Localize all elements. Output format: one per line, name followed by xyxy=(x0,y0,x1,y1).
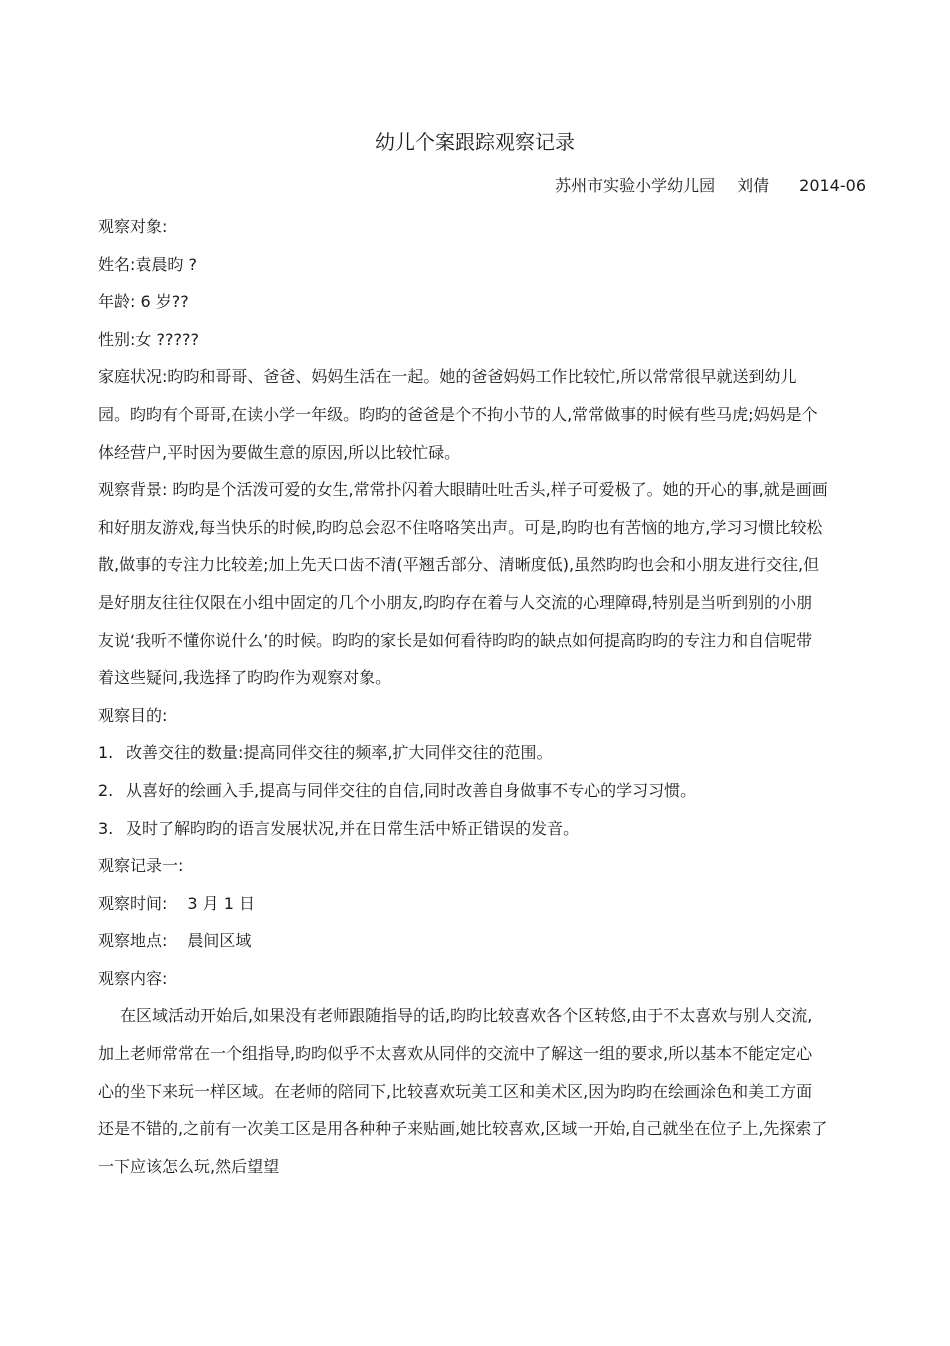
byline xyxy=(555,174,866,198)
name-line: 姓名:袁晨昀 ? xyxy=(98,254,197,274)
document-body xyxy=(98,208,828,1185)
byline-date: 2014-06 xyxy=(799,176,866,195)
time-label: 观察时间: xyxy=(98,893,168,913)
purpose-item xyxy=(98,772,828,810)
purpose-heading: 观察目的: xyxy=(98,705,168,725)
purpose-text: 及时了解昀昀的语言发展状况,并在日常生活中矫正错误的发音。 xyxy=(126,818,580,838)
family-paragraph: 家庭状况:昀昀和哥哥、爸爸、妈妈生活在一起。她的爸爸妈妈工作比较忙,所以常常很早就送到幼儿园。昀昀有个哥哥,在读小学一年级。昀昀的爸爸是个不拘小节的人,常常做事的时候有些马虎;妈妈是个体经营户,平时因为要做生意的原因,所以比较忙碌。 xyxy=(98,367,818,462)
purpose-text: 改善交往的数量:提高同伴交往的频率,扩大同伴交往的范围。 xyxy=(126,743,553,763)
purpose-item xyxy=(98,810,828,848)
purpose-number: 2. xyxy=(98,780,114,800)
record-heading: 观察记录一: xyxy=(98,856,184,876)
purpose-item xyxy=(98,734,828,772)
content-paragraph: 在区域活动开始后,如果没有老师跟随指导的话,昀昀比较喜欢各个区转悠,由于不太喜欢与别人交流,加上老师常常在一个组指导,昀昀似乎不太喜欢从同伴的交流中了解这一组的要求,所以基本不能定定心心的坐下来玩一样区域。在老师的陪同下,比较喜欢玩美工区和美术区,因为昀昀在绘画涂色和美工方面还是不错的,之前有一次美工区是用各种种子来贴画,她比较喜欢,区域一开始,自己就坐在位子上,先探索了一下应该怎么玩,然后望望 xyxy=(98,1006,828,1176)
time-value: 3 月 1 日 xyxy=(187,893,256,913)
background-paragraph: 观察背景: 昀昀是个活泼可爱的女生,常常扑闪着大眼睛吐吐舌头,样子可爱极了。她的开心的事,就是画画和好朋友游戏,每当快乐的时候,昀昀总会忍不住咯咯笑出声。可是,昀昀也有苦恼的地方,学习习惯比较松散,做事的专注力比较差;加上先天口齿不清(平翘舌部分、清晰度低),虽然昀昀也会和小朋友进行交往,但是好朋友往往仅限在小组中固定的几个小朋友,昀昀存在着与人交流的心理障碍,特别是当听到别的小朋友说‘我听不懂你说什么’的时候。昀昀的家长是如何看待昀昀的缺点如何提高昀昀的专注力和自信呢带着这些疑问,我选择了昀昀作为观察对象。 xyxy=(98,480,828,688)
content-heading: 观察内容: xyxy=(98,968,168,988)
byline-school: 苏州市实验小学幼儿园 xyxy=(555,176,716,195)
purpose-number: 1. xyxy=(98,743,114,763)
place-label: 观察地点: xyxy=(98,931,168,951)
place-line xyxy=(98,922,828,960)
purpose-text: 从喜好的绘画入手,提高与同伴交往的自信,同时改善自身做事不专心的学习习惯。 xyxy=(126,780,697,800)
document-title: 幼儿个案跟踪观察记录 xyxy=(375,130,575,154)
age-line: 年龄: 6 岁?? xyxy=(98,292,189,312)
place-value: 晨间区域 xyxy=(187,931,252,951)
purpose-number: 3. xyxy=(98,818,114,838)
gender-line: 性别:女 ????? xyxy=(98,329,199,349)
subject-heading: 观察对象: xyxy=(98,217,168,236)
time-line xyxy=(98,885,828,923)
byline-author: 刘倩 xyxy=(737,176,770,195)
